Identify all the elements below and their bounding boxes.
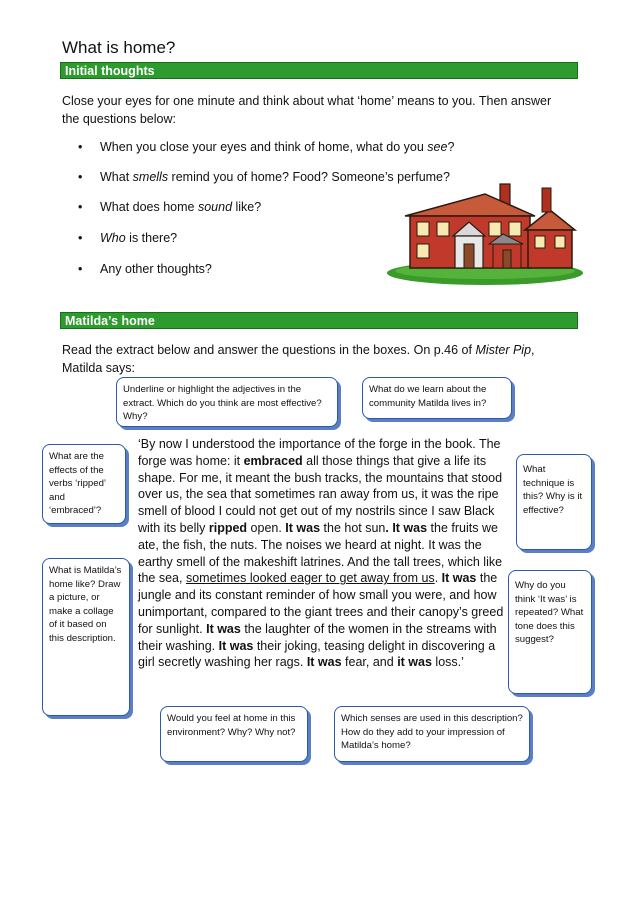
question-item: Any other thoughts? — [100, 262, 212, 276]
bullet-marker: • — [78, 200, 83, 214]
it-was-question-box: Why do you think ‘It was’ is repeated? What tone does this suggest? — [508, 570, 592, 694]
section2-intro-line-1: Read the extract below and answer the questions in the boxes. On p.46 of Mister Pip, — [62, 343, 535, 357]
community-question-box: What do we learn about the community Matilda lives in? — [362, 377, 512, 419]
book-title: Mister Pip — [475, 343, 532, 357]
verbs-question-box: What are the effects of the verbs ‘ripped’ and ‘embraced’? — [42, 444, 126, 524]
bullet-marker: • — [78, 140, 83, 154]
section2-intro-line-2: Matilda says: — [62, 361, 135, 375]
intro-paragraph — [62, 92, 582, 128]
extract-text: ‘By now I understood the importance of the forge in the book. The forge was home: it embraced all those things that give a life its shape. For me, it meant the bush tracks, the mountains that stood over us, the sea that sometimes ran away from us, it was the ripe smell of blood I could not get out of my nostrils since I saw Black with its belly ripped open. It was the hot sun. It was the fruits we ate, the fish, the nuts. The noises we heard at night. It was the earthy smell of the makeshift latrines. And the tall trees, which like the sea, sometimes looked eager to get away from us. It was the jungle and its constant reminder of how small you were, and how unimportant, compared to the giant trees and their canopy’s greed for sunlight. It was the laughter of the women in the streams with their washing. It was their joking, teasing delight in discovering a girl secretly washing her rags. It was fear, and it was loss.’ — [138, 437, 504, 670]
bullet-marker: • — [78, 231, 83, 245]
underlined-phrase: sometimes looked eager to get away from us — [185, 571, 435, 586]
bullet-marker: • — [78, 170, 83, 184]
bullet-marker: • — [78, 262, 83, 276]
technique-question-box: What technique is this? Why is it effective? — [516, 454, 592, 550]
intro-line-1: Close your eyes for one minute and think about what ‘home’ means to you. Then answer — [62, 94, 552, 108]
question-item: What does home sound like? — [100, 200, 262, 214]
section-heading-initial-thoughts: Initial thoughts — [60, 62, 578, 79]
would-you-question-box: Would you feel at home in this environment? Why? Why not? — [160, 706, 308, 762]
matilda-home-question-box: What is Matilda’s home like? Draw a picture, or make a collage of it based on this description. — [42, 558, 130, 716]
adjectives-question-box: Underline or highlight the adjectives in the extract. Which do you think are most effective? Why? — [116, 377, 338, 427]
house-icon — [385, 178, 585, 286]
question-item: What smells remind you of home? Food? Someone’s perfume? — [100, 170, 450, 184]
question-item: Who is there? — [100, 231, 178, 245]
section2-intro — [62, 341, 582, 377]
section-heading-matildas-home: Matilda’s home — [60, 312, 578, 329]
page-title: What is home? — [62, 38, 176, 57]
senses-question-box: Which senses are used in this description? How do they add to your impression of Matilda’s home? — [334, 706, 530, 762]
question-item: When you close your eyes and think of home, what do you see? — [100, 140, 455, 154]
intro-line-2: the questions below: — [62, 112, 176, 126]
